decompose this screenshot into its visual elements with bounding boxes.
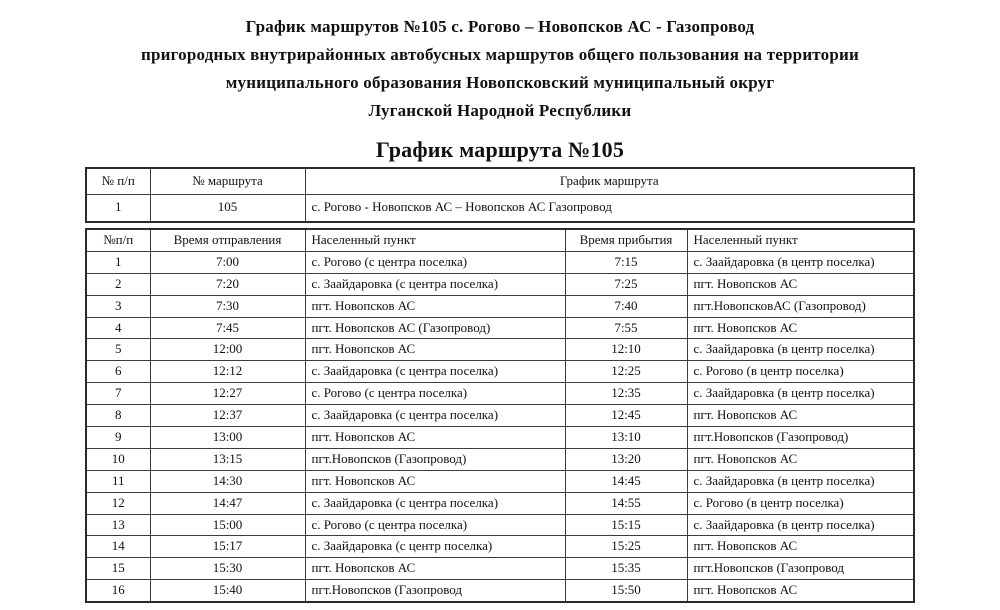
tables-wrapper (85, 167, 915, 603)
schedule-header-departure-place: Населенный пункт (305, 229, 565, 251)
header-line-4: Луганской Народной Республики (368, 101, 632, 120)
cell-row-num: 12 (86, 492, 150, 514)
cell-departure-place: с. Заайдаровка (с центр поселка) (305, 536, 565, 558)
cell-departure-place: с. Заайдаровка (с центра поселка) (305, 405, 565, 427)
table-row (86, 492, 914, 514)
table-row (86, 536, 914, 558)
route-table-header-row (86, 168, 914, 194)
cell-departure-time: 15:17 (150, 536, 305, 558)
cell-departure-time: 7:45 (150, 317, 305, 339)
cell-row-num: 5 (86, 339, 150, 361)
cell-arrival-place: пгт.Новопсков (Газопровод (687, 558, 914, 580)
cell-arrival-place: пгт. Новопсков АС (687, 448, 914, 470)
cell-departure-place: пгт. Новопсков АС (305, 470, 565, 492)
cell-departure-place: пгт. Новопсков АС (305, 295, 565, 317)
cell-row-num: 7 (86, 383, 150, 405)
cell-departure-place: пгт. Новопсков АС (305, 339, 565, 361)
table-title: График маршрута №105 (375, 137, 625, 162)
cell-departure-time: 12:37 (150, 405, 305, 427)
table-row (86, 580, 914, 602)
header-line-1: График маршрутов №105 с. Рогово – Новопсков АС - Газопровод (245, 17, 755, 36)
cell-arrival-place: пгт.Новопсков (Газопровод) (687, 427, 914, 449)
table-row (86, 339, 914, 361)
document-header (0, 0, 1000, 125)
cell-row-num: 2 (86, 273, 150, 295)
cell-arrival-time: 14:45 (565, 470, 687, 492)
cell-departure-time: 15:30 (150, 558, 305, 580)
table-row (86, 361, 914, 383)
cell-arrival-time: 15:25 (565, 536, 687, 558)
cell-arrival-place: с. Заайдаровка (в центр поселка) (687, 251, 914, 273)
cell-row-num: 8 (86, 405, 150, 427)
cell-arrival-place: с. Заайдаровка (в центр поселка) (687, 470, 914, 492)
cell-arrival-place: пгт. Новопсков АС (687, 405, 914, 427)
cell-arrival-time: 15:50 (565, 580, 687, 602)
route-number-cell: 105 (150, 194, 305, 222)
cell-arrival-time: 12:45 (565, 405, 687, 427)
cell-arrival-place: пгт. Новопсков АС (687, 273, 914, 295)
table-row (86, 295, 914, 317)
cell-departure-place: с. Заайдаровка (с центра поселка) (305, 273, 565, 295)
table-row (86, 405, 914, 427)
cell-departure-time: 14:30 (150, 470, 305, 492)
cell-row-num: 11 (86, 470, 150, 492)
cell-departure-place: с. Рогово (с центра поселка) (305, 514, 565, 536)
cell-row-num: 16 (86, 580, 150, 602)
table-row (86, 448, 914, 470)
cell-departure-time: 7:30 (150, 295, 305, 317)
cell-departure-place: с. Рогово (с центра поселка) (305, 383, 565, 405)
cell-arrival-time: 12:10 (565, 339, 687, 361)
cell-departure-time: 7:00 (150, 251, 305, 273)
cell-departure-time: 14:47 (150, 492, 305, 514)
route-num-cell: 1 (86, 194, 150, 222)
table-row (86, 251, 914, 273)
route-table-data-row (86, 194, 914, 222)
route-header-schedule: График маршрута (305, 168, 914, 194)
table-row (86, 383, 914, 405)
cell-row-num: 13 (86, 514, 150, 536)
cell-departure-place: пгт. Новопсков АС (Газопровод) (305, 317, 565, 339)
header-line-2: пригородных внутрирайонных автобусных маршрутов общего пользования на территории (141, 45, 859, 64)
table-row (86, 273, 914, 295)
cell-departure-time: 7:20 (150, 273, 305, 295)
table-row (86, 470, 914, 492)
cell-arrival-time: 13:20 (565, 448, 687, 470)
table-row (86, 317, 914, 339)
cell-departure-time: 12:00 (150, 339, 305, 361)
cell-row-num: 6 (86, 361, 150, 383)
cell-arrival-place: пгт. Новопсков АС (687, 536, 914, 558)
schedule-header-arrival-place: Населенный пункт (687, 229, 914, 251)
cell-departure-time: 15:40 (150, 580, 305, 602)
cell-row-num: 10 (86, 448, 150, 470)
table-row (86, 558, 914, 580)
route-header-num: № п/п (86, 168, 150, 194)
schedule-header-arrival-time: Время прибытия (565, 229, 687, 251)
cell-arrival-place: с. Заайдаровка (в центр поселка) (687, 514, 914, 536)
cell-arrival-place: с. Заайдаровка (в центр поселка) (687, 339, 914, 361)
route-info-table (85, 167, 915, 223)
header-line-3: муниципального образования Новопсковский муниципальный округ (225, 73, 775, 92)
cell-departure-place: с. Заайдаровка (с центра поселка) (305, 492, 565, 514)
cell-arrival-time: 7:55 (565, 317, 687, 339)
route-description-cell: с. Рогово - Новопсков АС – Новопсков АС Газопровод (305, 194, 914, 222)
cell-departure-time: 12:27 (150, 383, 305, 405)
route-header-route: № маршрута (150, 168, 305, 194)
schedule-table (85, 228, 915, 603)
cell-departure-place: пгт. Новопсков АС (305, 558, 565, 580)
cell-arrival-place: с. Заайдаровка (в центр поселка) (687, 383, 914, 405)
cell-departure-time: 13:00 (150, 427, 305, 449)
cell-row-num: 3 (86, 295, 150, 317)
cell-arrival-time: 7:15 (565, 251, 687, 273)
cell-arrival-place: пгт. Новопсков АС (687, 317, 914, 339)
cell-arrival-time: 12:25 (565, 361, 687, 383)
cell-arrival-time: 14:55 (565, 492, 687, 514)
cell-arrival-time: 12:35 (565, 383, 687, 405)
cell-arrival-time: 7:25 (565, 273, 687, 295)
cell-row-num: 14 (86, 536, 150, 558)
cell-row-num: 15 (86, 558, 150, 580)
schedule-tbody (86, 229, 914, 602)
cell-departure-place: с. Заайдаровка (с центра поселка) (305, 361, 565, 383)
cell-departure-place: пгт.Новопсков (Газопровод (305, 580, 565, 602)
schedule-header-num: №п/п (86, 229, 150, 251)
cell-departure-time: 13:15 (150, 448, 305, 470)
cell-row-num: 1 (86, 251, 150, 273)
table-row (86, 427, 914, 449)
cell-arrival-time: 7:40 (565, 295, 687, 317)
cell-arrival-place: пгт.НовопсковАС (Газопровод) (687, 295, 914, 317)
cell-arrival-place: с. Рогово (в центр поселка) (687, 361, 914, 383)
schedule-header-row (86, 229, 914, 251)
cell-departure-place: пгт.Новопсков (Газопровод) (305, 448, 565, 470)
cell-departure-time: 12:12 (150, 361, 305, 383)
table-row (86, 514, 914, 536)
cell-row-num: 4 (86, 317, 150, 339)
cell-arrival-time: 15:15 (565, 514, 687, 536)
cell-arrival-place: пгт. Новопсков АС (687, 580, 914, 602)
cell-row-num: 9 (86, 427, 150, 449)
cell-departure-place: с. Рогово (с центра поселка) (305, 251, 565, 273)
schedule-header-departure-time: Время отправления (150, 229, 305, 251)
cell-arrival-time: 13:10 (565, 427, 687, 449)
cell-arrival-time: 15:35 (565, 558, 687, 580)
cell-arrival-place: с. Рогово (в центр поселка) (687, 492, 914, 514)
cell-departure-time: 15:00 (150, 514, 305, 536)
cell-departure-place: пгт. Новопсков АС (305, 427, 565, 449)
